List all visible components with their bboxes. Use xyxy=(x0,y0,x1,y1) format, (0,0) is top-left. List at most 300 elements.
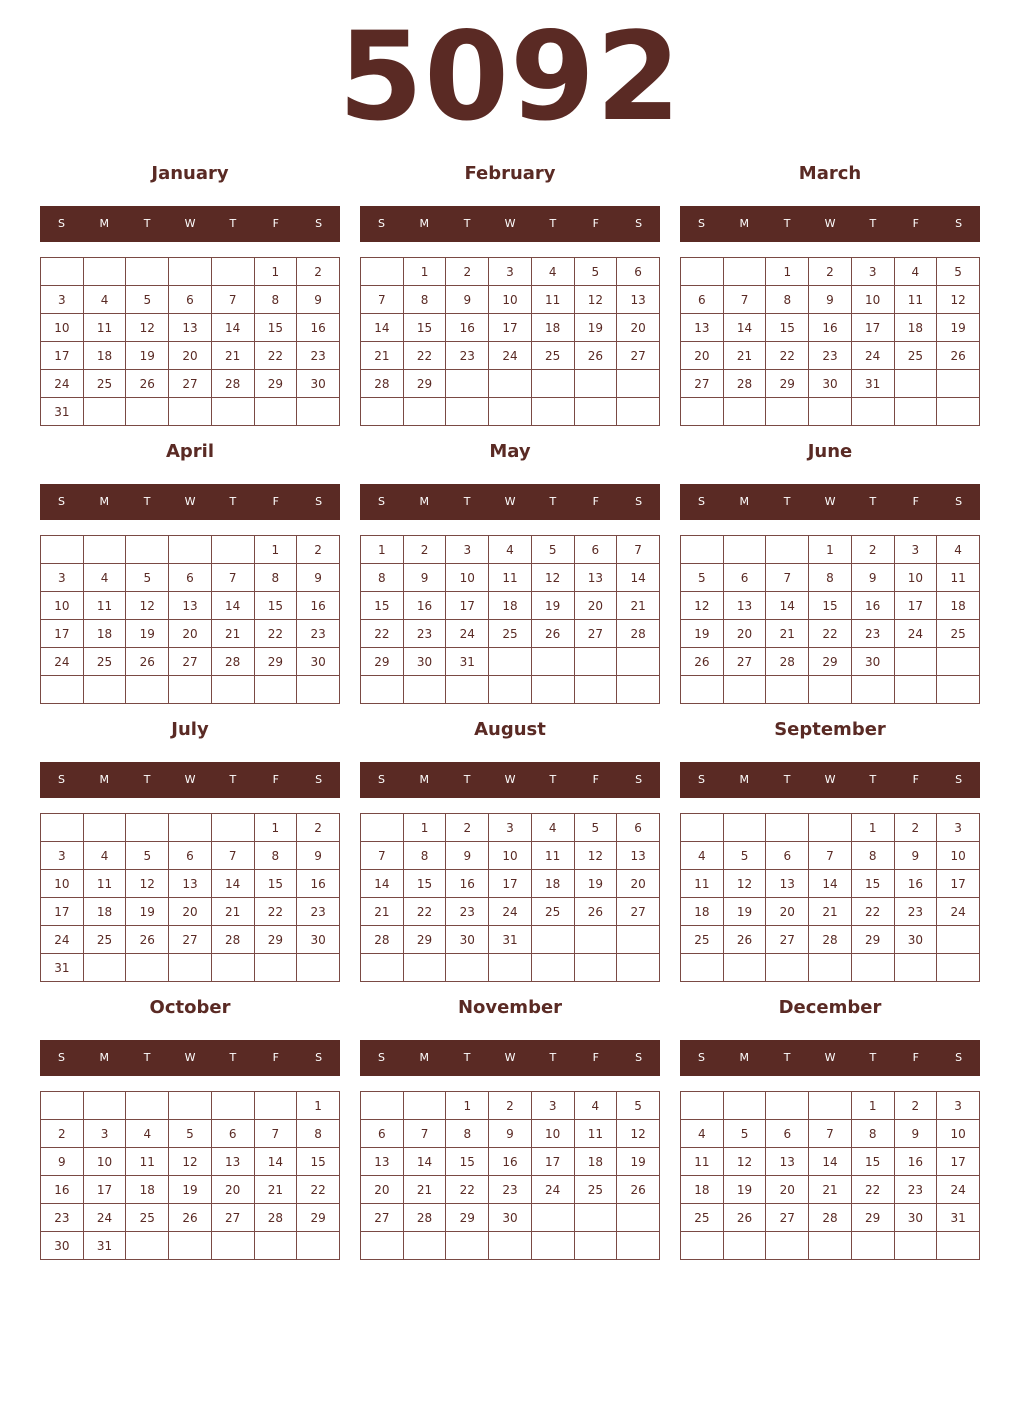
weekday-label: F xyxy=(592,495,599,508)
day-cell: 18 xyxy=(489,592,532,620)
day-cell: 2 xyxy=(809,258,852,286)
weekday-label: S xyxy=(315,1051,323,1064)
month-title: November xyxy=(457,997,563,1018)
week-row xyxy=(361,898,660,926)
week-row xyxy=(41,258,340,286)
weekday-label: S xyxy=(955,773,963,786)
day-cell: 1 xyxy=(403,814,446,842)
day-cell: 5 xyxy=(126,564,169,592)
day-cell xyxy=(83,536,126,564)
weekday-label: T xyxy=(463,1051,471,1064)
day-cell: 23 xyxy=(894,898,937,926)
week-row xyxy=(41,870,340,898)
weekday-label: M xyxy=(739,773,750,786)
weekday-label: S xyxy=(635,1051,643,1064)
weekday-label: T xyxy=(869,1051,877,1064)
day-cell xyxy=(83,1092,126,1120)
day-cell: 2 xyxy=(851,536,894,564)
day-cell: 11 xyxy=(83,592,126,620)
day-cell: 31 xyxy=(937,1204,980,1232)
day-cell: 31 xyxy=(41,398,84,426)
day-cell: 2 xyxy=(446,258,489,286)
day-cell: 9 xyxy=(894,842,937,870)
day-cell: 7 xyxy=(211,564,254,592)
day-cell: 12 xyxy=(169,1148,212,1176)
day-cell: 27 xyxy=(574,620,617,648)
day-cell: 19 xyxy=(574,870,617,898)
day-cell: 17 xyxy=(937,870,980,898)
day-cell: 11 xyxy=(126,1148,169,1176)
day-cell xyxy=(809,1232,852,1260)
day-cell: 26 xyxy=(937,342,980,370)
day-cell: 31 xyxy=(489,926,532,954)
day-cell: 17 xyxy=(489,870,532,898)
day-cell: 17 xyxy=(41,342,84,370)
day-cell xyxy=(937,926,980,954)
day-cell: 22 xyxy=(851,1176,894,1204)
day-cell: 8 xyxy=(446,1120,489,1148)
weekday-header xyxy=(360,206,660,242)
day-cell: 15 xyxy=(297,1148,340,1176)
day-cell: 6 xyxy=(574,536,617,564)
day-cell: 13 xyxy=(361,1148,404,1176)
day-cell: 2 xyxy=(297,536,340,564)
day-cell: 30 xyxy=(894,926,937,954)
day-cell: 16 xyxy=(446,870,489,898)
day-cell: 8 xyxy=(403,286,446,314)
day-cell: 28 xyxy=(766,648,809,676)
day-cell xyxy=(297,676,340,704)
week-row xyxy=(361,1176,660,1204)
month-title: May xyxy=(489,441,531,462)
day-cell: 5 xyxy=(723,1120,766,1148)
day-cell xyxy=(617,1232,660,1260)
day-cell xyxy=(766,954,809,982)
day-cell xyxy=(766,398,809,426)
day-cell xyxy=(531,1204,574,1232)
day-cell: 12 xyxy=(937,286,980,314)
day-cell: 7 xyxy=(361,842,404,870)
week-row xyxy=(681,1148,980,1176)
day-cell: 23 xyxy=(894,1176,937,1204)
day-cell xyxy=(211,258,254,286)
day-cell: 2 xyxy=(894,1092,937,1120)
day-cell: 4 xyxy=(83,842,126,870)
days-grid xyxy=(360,813,660,982)
day-cell: 19 xyxy=(126,620,169,648)
month-march xyxy=(680,163,980,427)
day-cell: 24 xyxy=(489,342,532,370)
day-cell xyxy=(254,398,297,426)
day-cell: 20 xyxy=(681,342,724,370)
week-row xyxy=(41,648,340,676)
day-cell xyxy=(446,370,489,398)
day-cell: 3 xyxy=(446,536,489,564)
day-cell: 9 xyxy=(297,564,340,592)
day-cell: 24 xyxy=(41,926,84,954)
day-cell: 21 xyxy=(809,1176,852,1204)
day-cell xyxy=(211,398,254,426)
day-cell xyxy=(894,398,937,426)
day-cell xyxy=(41,258,84,286)
day-cell: 15 xyxy=(254,870,297,898)
day-cell xyxy=(169,1232,212,1260)
day-cell: 19 xyxy=(723,1176,766,1204)
week-row xyxy=(41,1232,340,1260)
day-cell: 10 xyxy=(41,314,84,342)
weekday-label: T xyxy=(869,773,877,786)
day-cell: 6 xyxy=(766,842,809,870)
day-cell: 17 xyxy=(851,314,894,342)
week-row xyxy=(681,676,980,704)
day-cell xyxy=(361,258,404,286)
day-cell: 23 xyxy=(41,1204,84,1232)
day-cell xyxy=(254,954,297,982)
day-cell xyxy=(574,1204,617,1232)
day-cell: 5 xyxy=(574,258,617,286)
day-cell xyxy=(937,676,980,704)
day-cell: 9 xyxy=(446,286,489,314)
weekday-label: S xyxy=(955,495,963,508)
day-cell: 5 xyxy=(126,842,169,870)
month-title: July xyxy=(171,719,209,740)
day-cell xyxy=(766,536,809,564)
week-row xyxy=(361,870,660,898)
day-cell xyxy=(169,398,212,426)
weekday-label: T xyxy=(549,495,557,508)
weekday-label: M xyxy=(99,1051,110,1064)
week-row xyxy=(361,648,660,676)
day-cell xyxy=(126,954,169,982)
day-cell: 12 xyxy=(574,842,617,870)
day-cell: 19 xyxy=(937,314,980,342)
day-cell: 18 xyxy=(126,1176,169,1204)
day-cell: 27 xyxy=(766,1204,809,1232)
day-cell: 24 xyxy=(83,1204,126,1232)
weekday-label: S xyxy=(635,217,643,230)
weekday-label: M xyxy=(739,495,750,508)
day-cell: 6 xyxy=(723,564,766,592)
weekday-label: W xyxy=(504,773,516,786)
day-cell xyxy=(361,398,404,426)
week-row xyxy=(681,648,980,676)
weekday-label: S xyxy=(315,773,323,786)
day-cell: 29 xyxy=(851,926,894,954)
weekday-label: M xyxy=(419,217,430,230)
weekday-label: W xyxy=(184,217,196,230)
weekday-label: S xyxy=(377,217,385,230)
day-cell: 22 xyxy=(254,342,297,370)
day-cell xyxy=(617,954,660,982)
day-cell: 17 xyxy=(489,314,532,342)
day-cell xyxy=(41,1092,84,1120)
day-cell xyxy=(851,954,894,982)
day-cell: 11 xyxy=(531,286,574,314)
day-cell xyxy=(617,370,660,398)
day-cell: 1 xyxy=(297,1092,340,1120)
weekday-label: S xyxy=(57,217,65,230)
day-cell: 6 xyxy=(211,1120,254,1148)
day-cell: 8 xyxy=(297,1120,340,1148)
day-cell: 28 xyxy=(723,370,766,398)
day-cell: 18 xyxy=(531,870,574,898)
day-cell: 1 xyxy=(403,258,446,286)
day-cell: 19 xyxy=(126,342,169,370)
day-cell xyxy=(723,1092,766,1120)
month-title: June xyxy=(807,441,853,462)
day-cell: 30 xyxy=(446,926,489,954)
day-cell xyxy=(403,954,446,982)
day-cell xyxy=(126,1092,169,1120)
days-grid xyxy=(360,1091,660,1260)
day-cell: 24 xyxy=(446,620,489,648)
day-cell: 21 xyxy=(361,898,404,926)
day-cell: 23 xyxy=(297,342,340,370)
month-december xyxy=(680,997,980,1261)
day-cell: 30 xyxy=(297,370,340,398)
day-cell xyxy=(83,258,126,286)
day-cell: 17 xyxy=(83,1176,126,1204)
day-cell xyxy=(723,1232,766,1260)
weekday-label: T xyxy=(229,217,237,230)
day-cell: 20 xyxy=(169,342,212,370)
day-cell: 3 xyxy=(489,814,532,842)
day-cell: 5 xyxy=(723,842,766,870)
week-row xyxy=(361,536,660,564)
day-cell: 12 xyxy=(126,314,169,342)
month-february xyxy=(360,163,660,427)
day-cell xyxy=(361,676,404,704)
weekday-label: F xyxy=(272,217,279,230)
day-cell: 27 xyxy=(723,648,766,676)
day-cell xyxy=(851,1232,894,1260)
day-cell: 13 xyxy=(681,314,724,342)
day-cell: 24 xyxy=(41,370,84,398)
weekday-header xyxy=(40,1040,340,1076)
day-cell: 11 xyxy=(574,1120,617,1148)
week-row xyxy=(361,592,660,620)
day-cell: 22 xyxy=(851,898,894,926)
day-cell: 14 xyxy=(361,314,404,342)
day-cell: 16 xyxy=(41,1176,84,1204)
day-cell xyxy=(489,954,532,982)
day-cell: 9 xyxy=(297,286,340,314)
week-row xyxy=(41,1148,340,1176)
day-cell: 29 xyxy=(297,1204,340,1232)
day-cell: 14 xyxy=(211,314,254,342)
day-cell: 28 xyxy=(617,620,660,648)
day-cell: 10 xyxy=(83,1148,126,1176)
day-cell: 3 xyxy=(489,258,532,286)
day-cell: 25 xyxy=(574,1176,617,1204)
day-cell: 15 xyxy=(403,870,446,898)
day-cell: 29 xyxy=(361,648,404,676)
day-cell: 18 xyxy=(83,898,126,926)
day-cell: 11 xyxy=(681,1148,724,1176)
day-cell: 16 xyxy=(489,1148,532,1176)
day-cell xyxy=(489,676,532,704)
day-cell: 24 xyxy=(894,620,937,648)
day-cell: 13 xyxy=(169,592,212,620)
day-cell xyxy=(446,676,489,704)
day-cell: 22 xyxy=(403,898,446,926)
day-cell xyxy=(297,398,340,426)
day-cell xyxy=(297,1232,340,1260)
day-cell xyxy=(489,370,532,398)
day-cell: 15 xyxy=(361,592,404,620)
weekday-label: T xyxy=(783,1051,791,1064)
day-cell: 15 xyxy=(851,1148,894,1176)
day-cell: 21 xyxy=(211,342,254,370)
day-cell xyxy=(723,814,766,842)
day-cell: 4 xyxy=(681,842,724,870)
day-cell: 6 xyxy=(766,1120,809,1148)
month-title: October xyxy=(149,997,231,1018)
day-cell: 26 xyxy=(126,370,169,398)
weekday-label: W xyxy=(824,217,836,230)
week-row xyxy=(681,258,980,286)
month-october xyxy=(40,997,340,1261)
day-cell: 25 xyxy=(531,342,574,370)
week-row xyxy=(361,342,660,370)
day-cell xyxy=(297,954,340,982)
days-grid xyxy=(40,813,340,982)
weekday-label: M xyxy=(739,217,750,230)
day-cell: 10 xyxy=(937,1120,980,1148)
day-cell: 6 xyxy=(681,286,724,314)
day-cell: 11 xyxy=(531,842,574,870)
weekday-label: T xyxy=(463,495,471,508)
day-cell: 10 xyxy=(41,592,84,620)
day-cell xyxy=(894,1232,937,1260)
day-cell xyxy=(254,1092,297,1120)
days-grid xyxy=(680,1091,980,1260)
day-cell: 11 xyxy=(681,870,724,898)
weekday-label: T xyxy=(143,1051,151,1064)
day-cell xyxy=(574,926,617,954)
day-cell: 21 xyxy=(723,342,766,370)
day-cell: 31 xyxy=(83,1232,126,1260)
day-cell xyxy=(41,536,84,564)
day-cell xyxy=(681,536,724,564)
weekday-label: S xyxy=(697,495,705,508)
week-row xyxy=(41,620,340,648)
day-cell xyxy=(723,676,766,704)
day-cell: 13 xyxy=(211,1148,254,1176)
day-cell xyxy=(169,676,212,704)
day-cell: 17 xyxy=(894,592,937,620)
day-cell xyxy=(937,370,980,398)
day-cell: 26 xyxy=(126,648,169,676)
day-cell: 12 xyxy=(617,1120,660,1148)
day-cell: 7 xyxy=(211,286,254,314)
day-cell: 1 xyxy=(851,814,894,842)
days-grid xyxy=(360,535,660,704)
day-cell: 23 xyxy=(403,620,446,648)
days-grid xyxy=(680,813,980,982)
weekday-label: M xyxy=(99,773,110,786)
week-row xyxy=(681,954,980,982)
weekday-header xyxy=(680,762,980,798)
day-cell xyxy=(937,1232,980,1260)
day-cell: 7 xyxy=(617,536,660,564)
week-row xyxy=(361,842,660,870)
month-april xyxy=(40,441,340,705)
day-cell: 16 xyxy=(403,592,446,620)
day-cell: 18 xyxy=(83,342,126,370)
day-cell: 25 xyxy=(531,898,574,926)
day-cell: 9 xyxy=(446,842,489,870)
day-cell: 23 xyxy=(297,898,340,926)
day-cell xyxy=(211,954,254,982)
day-cell: 7 xyxy=(403,1120,446,1148)
day-cell: 2 xyxy=(41,1120,84,1148)
week-row xyxy=(681,1232,980,1260)
weekday-label: S xyxy=(57,773,65,786)
day-cell: 5 xyxy=(126,286,169,314)
day-cell xyxy=(211,536,254,564)
day-cell: 22 xyxy=(809,620,852,648)
week-row xyxy=(361,620,660,648)
day-cell xyxy=(83,398,126,426)
weekday-label: S xyxy=(697,773,705,786)
day-cell xyxy=(446,398,489,426)
weekday-label: S xyxy=(635,773,643,786)
day-cell xyxy=(574,1232,617,1260)
day-cell: 16 xyxy=(894,1148,937,1176)
week-row xyxy=(681,592,980,620)
day-cell: 10 xyxy=(531,1120,574,1148)
day-cell: 10 xyxy=(489,842,532,870)
day-cell: 20 xyxy=(766,898,809,926)
day-cell: 18 xyxy=(681,898,724,926)
day-cell xyxy=(723,954,766,982)
day-cell: 24 xyxy=(531,1176,574,1204)
week-row xyxy=(361,258,660,286)
day-cell xyxy=(403,398,446,426)
day-cell: 26 xyxy=(126,926,169,954)
day-cell: 2 xyxy=(297,814,340,842)
day-cell: 18 xyxy=(894,314,937,342)
day-cell: 10 xyxy=(894,564,937,592)
weekday-label: F xyxy=(592,217,599,230)
weekday-header xyxy=(680,1040,980,1076)
day-cell: 24 xyxy=(937,1176,980,1204)
month-title: March xyxy=(798,163,862,184)
day-cell: 27 xyxy=(169,370,212,398)
weekday-label: F xyxy=(592,773,599,786)
week-row xyxy=(41,814,340,842)
weekday-label: T xyxy=(549,773,557,786)
day-cell: 13 xyxy=(723,592,766,620)
day-cell xyxy=(169,814,212,842)
day-cell: 4 xyxy=(531,258,574,286)
day-cell: 8 xyxy=(851,1120,894,1148)
weekday-label: W xyxy=(504,217,516,230)
day-cell: 26 xyxy=(531,620,574,648)
weekday-label: F xyxy=(912,773,919,786)
day-cell: 1 xyxy=(851,1092,894,1120)
week-row xyxy=(41,314,340,342)
day-cell: 26 xyxy=(723,926,766,954)
day-cell xyxy=(531,1232,574,1260)
day-cell: 29 xyxy=(254,926,297,954)
day-cell: 13 xyxy=(766,870,809,898)
day-cell xyxy=(531,676,574,704)
day-cell: 25 xyxy=(83,370,126,398)
day-cell: 30 xyxy=(851,648,894,676)
day-cell: 13 xyxy=(617,286,660,314)
